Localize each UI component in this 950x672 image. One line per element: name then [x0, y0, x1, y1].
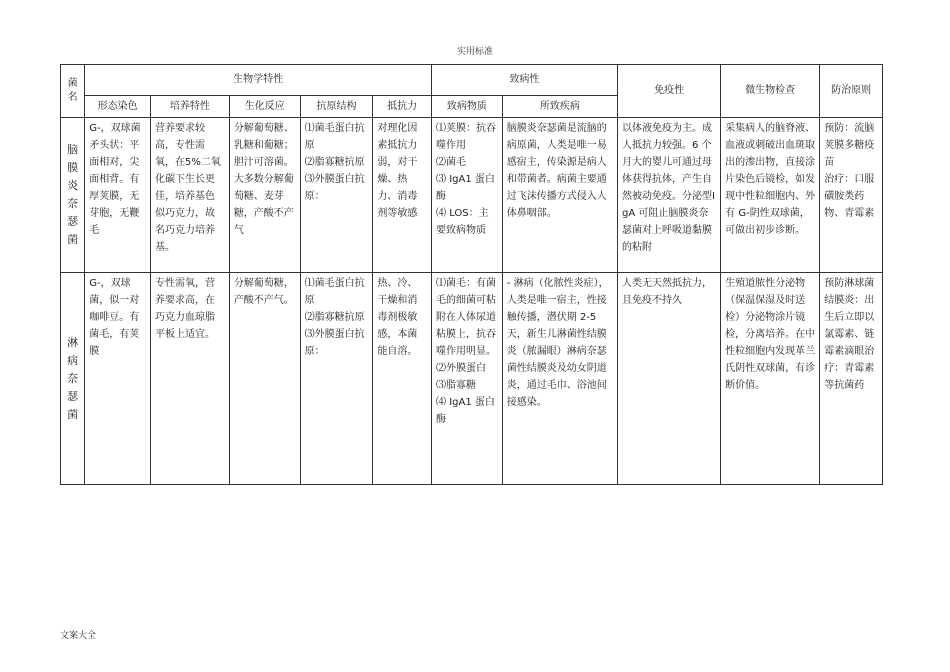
resistance-cell: 热、冷、干燥和消毒剂极敏感，本菌能自溶。 [373, 273, 432, 485]
header-antigen: 抗原结构 [300, 96, 373, 118]
morphology-cell: G-，双球菌，似一对咖啡豆。有菌毛，有荚膜 [85, 273, 151, 485]
header-row-top [61, 65, 883, 96]
header-immunity: 免疫性 [618, 65, 721, 118]
table-row [61, 273, 883, 485]
header-biology: 生物学特性 [85, 65, 432, 96]
culture-cell: 营养要求较高，专性需氧，在5%二氧化碳下生长更佳，培养基色似巧克力，故名巧克力培养基。 [150, 118, 229, 273]
table-row [61, 118, 883, 273]
header-resistance: 抵抗力 [373, 96, 432, 118]
header-biochem: 生化反应 [229, 96, 300, 118]
header-disease: 所致疾病 [502, 96, 617, 118]
pathogenic-substance-cell: ⑴菌毛：有菌毛的细菌可粘附在人体尿道粘膜上，抗吞噬作用明显。 ⑵外膜蛋白 ⑶脂寡糖 ⑷ IgA1 蛋白酶 [432, 273, 503, 485]
pathogenic-substance-cell: ⑴荚膜：抗吞噬作用 ⑵菌毛 ⑶ IgA1 蛋白酶 ⑷ LOS：主要致病物质 [432, 118, 503, 273]
prevention-cell: 预防：流脑荚膜多糖疫苗 治疗：口服磺胺类药物、青霉素 [820, 118, 883, 273]
bacteria-name-cell: 脑 膜 炎 奈 瑟 菌 [61, 118, 85, 273]
antigen-cell: ⑴菌毛蛋白抗原 ⑵脂寡糖抗原 ⑶外膜蛋白抗原： [300, 118, 373, 273]
biochem-cell: 分解葡萄糖、乳糖和葡糖；胆汁可溶菌。大多数分解葡萄糖、麦芽糖，产酸不产气 [229, 118, 300, 273]
biochem-cell: 分解葡萄糖，产酸不产气。 [229, 273, 300, 485]
header-culture: 培养特性 [150, 96, 229, 118]
resistance-cell: 对理化因素抵抗力弱，对干燥、热力、消毒剂等敏感 [373, 118, 432, 273]
culture-cell: 专性需氧，营养要求高，在巧克力血琼脂平板上适宜。 [150, 273, 229, 485]
page-footer: 文案大全 [60, 631, 97, 641]
bacteria-name-cell: 淋 病 奈 瑟 菌 [61, 273, 85, 485]
header-pathogenic-substance: 致病物质 [432, 96, 503, 118]
bacteria-table [60, 64, 883, 485]
header-micro-exam: 微生物检查 [721, 65, 820, 118]
immunity-cell: 人类无天然抵抗力，且免疫不持久 [618, 273, 721, 485]
immunity-cell: 以体液免疫为主。成人抵抗力较强。6 个月大的婴儿可通过母体获得抗体，产生自然被动免疫。分泌型IgA 可阻止脑膜炎奈瑟菌对上呼吸道黏膜的粘附 [618, 118, 721, 273]
header-prevention: 防治原则 [820, 65, 883, 118]
page-header: 实用标准 [456, 47, 493, 57]
antigen-cell: ⑴菌毛蛋白抗原 ⑵脂寡糖抗原 ⑶外膜蛋白抗原： [300, 273, 373, 485]
header-morphology: 形态染色 [85, 96, 151, 118]
header-pathogenicity: 致病性 [432, 65, 618, 96]
micro-exam-cell: 采集病人的脑脊液、血液或刺破出血斑取出的渗出物，直接涂片染色后镜检，如发现中性粒细胞内、外有 G-阴性双球菌，可做出初步诊断。 [721, 118, 820, 273]
header-bacteria-name: 菌 名 [61, 65, 85, 118]
disease-cell: 脑膜炎奈瑟菌是流脑的病原菌，人类是唯一易感宿主，传染源是病人和带菌者。病菌主要通过飞沫传播方式侵入人体鼻咽部。 [502, 118, 617, 273]
disease-cell: - 淋病（化脓性炎症），人类是唯一宿主，性接触传播，潜伏期 2-5 天，新生儿淋菌性结膜炎（脓漏眼）淋病奈瑟菌性结膜炎及幼女阴道炎，通过毛巾、浴池间接感染。 [502, 273, 617, 485]
micro-exam-cell: 生殖道脓性分泌物（保温保湿及时送检）分泌物涂片镜检，分离培养。在中性粒细胞内发现革兰氏阴性双球菌，有诊断价值。 [721, 273, 820, 485]
prevention-cell: 预防淋球菌结膜炎：出生后立即以氯霉素、链霉素滴眼治疗：青霉素等抗菌药 [820, 273, 883, 485]
morphology-cell: G-，双球菌矛头状：平面相对，尖面相背。有厚荚膜，无芽胞，无鞭毛 [85, 118, 151, 273]
